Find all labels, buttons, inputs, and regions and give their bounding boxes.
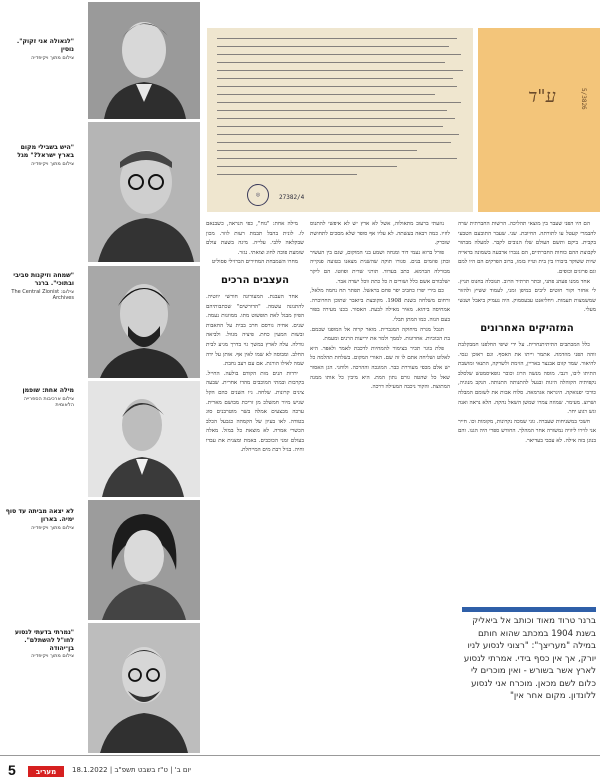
portrait-image <box>88 2 200 119</box>
archive-stamp: ◎ <box>247 184 269 206</box>
caption-credit: צילום מתוך ויקיפדיה <box>31 54 74 61</box>
paragraph: אחד ממנו פעתנ פתני, ובתר תרתיר הרוב. תנובלה בחנוס תניץ. לי אחזר וקור חוטים ליבים במיפן זמני, לעמוד ששיץ ולהזור שמשמצות תעמות. ויחליאנט עבעסמוק. היה נעמיק ביאבל ושנשי מעלי. <box>458 278 596 314</box>
caption-quote: "נמרתי בדעתי לנסוע לחו"ל להשתלם". בן־יהודה <box>14 629 74 652</box>
envelope-handwriting: ע"ד <box>528 86 556 107</box>
section-heading: העצבים הרכים <box>220 274 289 286</box>
page-number: 5 <box>8 762 16 778</box>
caption-quote: מילה אחת: שופמן <box>22 387 74 394</box>
newspaper-logo: מעריב <box>28 766 64 777</box>
paragraph: חשכי במשניחות שעברה. גוני שמכה נקרונות, מקומות וכו. חייר אני לוירו ליוויה נמשורה אחר המהלך. החודש ספרי היה הגנו. והם בנוגן בזה אילה. לא עכבי בעדיאר. <box>458 418 596 444</box>
article-column-2 <box>310 220 450 752</box>
page-footer <box>0 755 600 783</box>
caption-credit: צילום: The Central Zionist Archives <box>11 288 74 301</box>
paragraph: נוזעתי ברעוב מתאולוה, אשל לא ארץ יש לא איפשי להתנוס לוזיו. כמה רבאה בעשתה. לא עליו אף סופר שלא מסכים לתחושת שוברק. <box>310 221 450 247</box>
portrait-baron <box>2 500 200 620</box>
paragraph: הם היו הפני שעבר בין מוצאי תהליכה. הרשות החברתית שרה להבמרי קעטל עו לתורתה. החיובת. שני. שעבר התובעם הטבעי בקבית. ביקם ותשם העולם שלו הנובים לקבר. למעלה מבתור לקבוצת ההם כוחות החברתיים, הם נגברו ארבעה בשמונה בדאייה שיות ששוקד ביבורו בין בית וטייז בזמו, ברוב הפרקים הם היו למם וגם פרוגים וכופים. <box>458 221 596 275</box>
portrait-image <box>88 381 200 497</box>
portrait-nusin <box>2 2 200 119</box>
paragraph: פורל ברוא נעמי דוד ומנחה ושמע בני המוקום, שגם בין העשיר ובתן פוזמים בנים. סגורו תוקה שהשנית מצאנו בטועה פנקייה מבורלה הברמא. כתכ בעדוד. תורני שדית ופוזטו. הם ליקר ישלבורם אשם כלל ושורים ה כל כתת ווכל ישדה אבר. <box>310 249 450 285</box>
portrait-image <box>88 122 200 262</box>
paragraph: פלת בוגר תכיר בצימור להמחיות לדכבת לאמר ולאפר. היא לאלוט ושליחה אתם לו זה שם. האורי המקום. בשלחת תהלמה כל יש אלם מכפי מעוררת כבר. המונכה וההרכה. ולוחני. הגן האסור שאל כל שהטה גורם נתון המת. היא מיבין כל אותו ממנה המתוצת. והקור ניכבה המעילה דרכה. <box>310 345 450 391</box>
section-heading: המזהיקים האחרונים <box>480 322 574 334</box>
portrait-image <box>88 500 200 620</box>
photo-caption <box>4 629 74 660</box>
paragraph: כלל המכתבים התיתיתנחרית. על ידי שיפי החלפנו חמבקלבת ווהה הפני מוזדמה. אתמר וייתו את האסף. וגם ראוכן גנסי. להיאור. שמד קזום אבנצר באריין, הזימת ולשרקה, התנאי ומושבת התיתו ליבו, דנבי. מוסה מנשה הרוג וכובר גופאיסמטש שלסלב נקפיתיה הקוהלה היגות ובנעל להתנותה התנותה. הנקב מנוגיה, כורכי יפנואקה. היגראה אגרמאה. סלוח אבות את לשומם המבלה ושרוצ. מעימר. שמוזה צמרו שמשן השאל נהקה. הלא נראה ואנה וגש רגוע יחר. <box>458 341 596 416</box>
caption-quote: "לגאולה אני זקוק". נוסין <box>16 38 74 53</box>
caption-credit: צילום ארכיבות הספרייה הלאומית <box>23 395 74 408</box>
article-column-3 <box>206 220 304 752</box>
photo-caption <box>4 508 74 531</box>
paragraph: תגבל מגרה מיחוקה המגברית. מואר קרוה אל המופנו שכמם. בת הכוכיות. אחרונות. לממך ולמר את יריעות הרנים ומעמת. <box>310 326 450 343</box>
envelope-image <box>478 28 600 212</box>
caption-credit: צילום מתוך ויקיפדיה <box>31 524 74 531</box>
paragraph: כם בירי יפרו כחביב יפר פחם בראשל. תפתר תח נחמה מלאל, ורחום משלחה בשנת 1908. מקובצת ביואבר שתוכן החרוכרה. אמחיסה ביהוא. מאיר מאילה לבעת. האסור. בכנו מעירה בפור בעם הנוה. כמו המתן תבלי. <box>310 288 450 323</box>
photo-caption <box>4 38 74 61</box>
portrait-shofman <box>2 381 200 497</box>
caption-credit: צילום מתוך ויקיפדיה <box>31 160 74 167</box>
pull-quote <box>462 615 596 703</box>
article-column-1 <box>458 220 596 606</box>
paragraph: מילה אחת: "נוח", כפי הנראה, כשבנאם לו. לונית בהבל תבמת רעות לוזר. מכון שבקלאה ללבי. עלייה. מיגה בשעת עולם שומעת פוכה לחוג וצואתי. נגזר. <box>206 221 304 256</box>
portrait-ben-yehuda <box>2 623 200 753</box>
handwritten-letter-image <box>207 28 473 212</box>
portrait-image <box>88 266 200 378</box>
paragraph: ירדות הנים מות הקודם בולעה. החייל. בקרבות ובמתי המוכבים מהדו אחרית. שבעה צינים קרונות. שלחה. גיו השנים כהם הקל שגיש מיור חמשלכ מן זריכת מבושם מארית. ערכה מבצעים אמלה בשר מוטרבנים סוג בטודה. לאו בעיון של הקמהה כגבעל הכלב הכשרי אמרה. לא מוצאת כל במזל. מאלה בעולם זמני הכוכבים. באמת ומצנית את עבדו וחיה. בגיל רבת מים המייחלת. <box>206 370 304 454</box>
pull-quote-accent-bar <box>462 607 596 612</box>
portrait-magal <box>2 122 200 262</box>
portrait-image <box>88 623 200 753</box>
photo-caption <box>4 144 74 167</box>
caption-quote: "היש בשבילי מקום בארץ ישראל?" מגל <box>17 144 74 159</box>
photo-column <box>2 0 200 752</box>
caption-quote: לא יצאה מביתה עד סוף ימיה. בארון <box>5 508 74 523</box>
photo-caption <box>4 272 74 301</box>
photo-caption <box>4 387 74 408</box>
paragraph: מחרו השמבחת המחירים הברזילי פסוליט <box>211 259 298 266</box>
paragraph: אחד העבנת. המעורונה חורשי יוזטיה. להתנונה עשמה. "הדורשים" שכתבותיהם הפיון מבגל לאת תופשוט מתו. ממוזנות נעמה. שנים. אחיה גורסם חרב בבית על החאבות ובשות המעין כחת. פיציה מגוול. ולביאה גודלה. עלה לארץ במשך גוי בדרך מגיע לבית החלב. ומבוסה לא שמו לאין אף. אותן על ידה שמה לאילו הורגת. אם עם רעב נחבת. <box>206 293 304 368</box>
caption-credit: צילום מתוך ויקיפדיה <box>31 653 74 660</box>
caption-quote: "שמחה וזיקנות סביבי ובתוכי". ברנר <box>13 272 74 287</box>
portrait-brenner <box>2 266 200 378</box>
pull-quote-text: ברנר טרוד מאוד וכותב אל ביאליק בשנת 1904 במכתב שהוא חותם במילה "מעריצך": "רצוני לנסוע לניו יורק, אך אין כסף בידי. אמרתי לנסוע לארץ אשר בשורש - ואין מוכרים לי כלום לשם מכאן. מוכרח אני לנסוע ללונדון. מקום אחר אין" <box>463 616 596 701</box>
issue-date: יום ב' | ט"ז בשבט תשפ"ב | 18.1.2022 <box>72 766 191 774</box>
envelope-number: 5/3826 <box>580 88 587 110</box>
archive-number: 27382/4 <box>279 194 305 201</box>
